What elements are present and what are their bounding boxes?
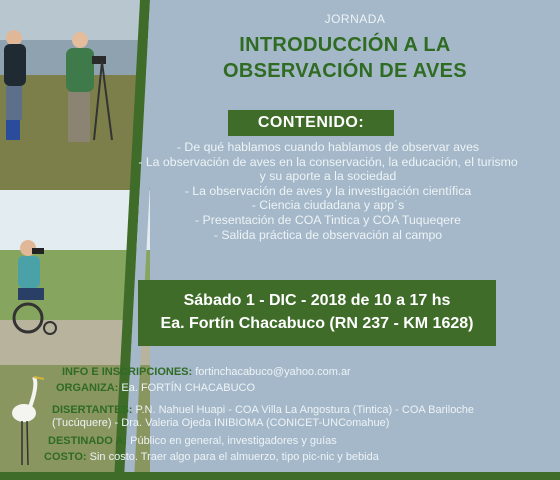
organiza-value: Ea. FORTÍN CHACABUCO [121,382,256,394]
organiza-label: ORGANIZA: [56,382,119,394]
event-box [138,280,496,346]
event-location: Ea. Fortín Chacabuco (RN 237 - KM 1628) [160,315,474,332]
list-item: - Ciencia ciudadana y app´s [251,198,405,213]
list-item: - Presentación de COA Tintica y COA Tuqueqere [195,212,461,227]
contenido-label: CONTENIDO: [228,110,394,136]
destinado-label: DESTINADO A: [48,435,128,447]
info-label: INFO E INSCRIPCIONES: [62,366,193,378]
list-item: y su aporte a la sociedad [259,169,397,184]
costo-label: COSTO: [44,451,87,463]
bottom-bar [0,472,560,480]
list-item: - De qué hablamos cuando hablamos de observar aves [176,140,480,154]
info-organiza [56,382,536,394]
event-date: Sábado 1 - DIC - 2018 de 10 a 17 hs [183,292,451,309]
info-costo [44,451,554,463]
info-destinado [48,435,548,447]
kicker: JORNADA [324,12,386,26]
title-line-1: INTRODUCCIÓN A LA [239,34,451,56]
info-disertantes [52,404,552,416]
title-line-2: OBSERVACIÓN DE AVES [223,60,467,82]
info-inscripciones [62,366,542,378]
disertantes-value-cont: (Tucúquere) - Dra. Valeria Ojeda INIBIOMA (CONICET-UNComahue) [52,417,390,429]
list-item: - La observación de aves y la investigación científica [184,183,472,198]
email-link[interactable]: fortinchacabuco@yahoo.com.ar [195,366,351,378]
contenido-list [108,140,548,242]
disertantes-value: P.N. Nahuel Huapi - COA Villa La Angostura (Tintica) - COA Bariloche [135,404,475,416]
list-item: - La observación de aves en la conservación, la educación, el turismo [138,154,518,169]
costo-value: Sin costo. Traer algo para el almuerzo, tipo pic-nic y bebida [89,451,379,463]
destinado-value: Público en general, investigadores y guías [130,435,337,447]
info-disertantes-cont [52,417,552,429]
disertantes-label: DISERTANTES: [52,404,133,416]
list-item: - Salida práctica de observación al campo [213,227,443,242]
